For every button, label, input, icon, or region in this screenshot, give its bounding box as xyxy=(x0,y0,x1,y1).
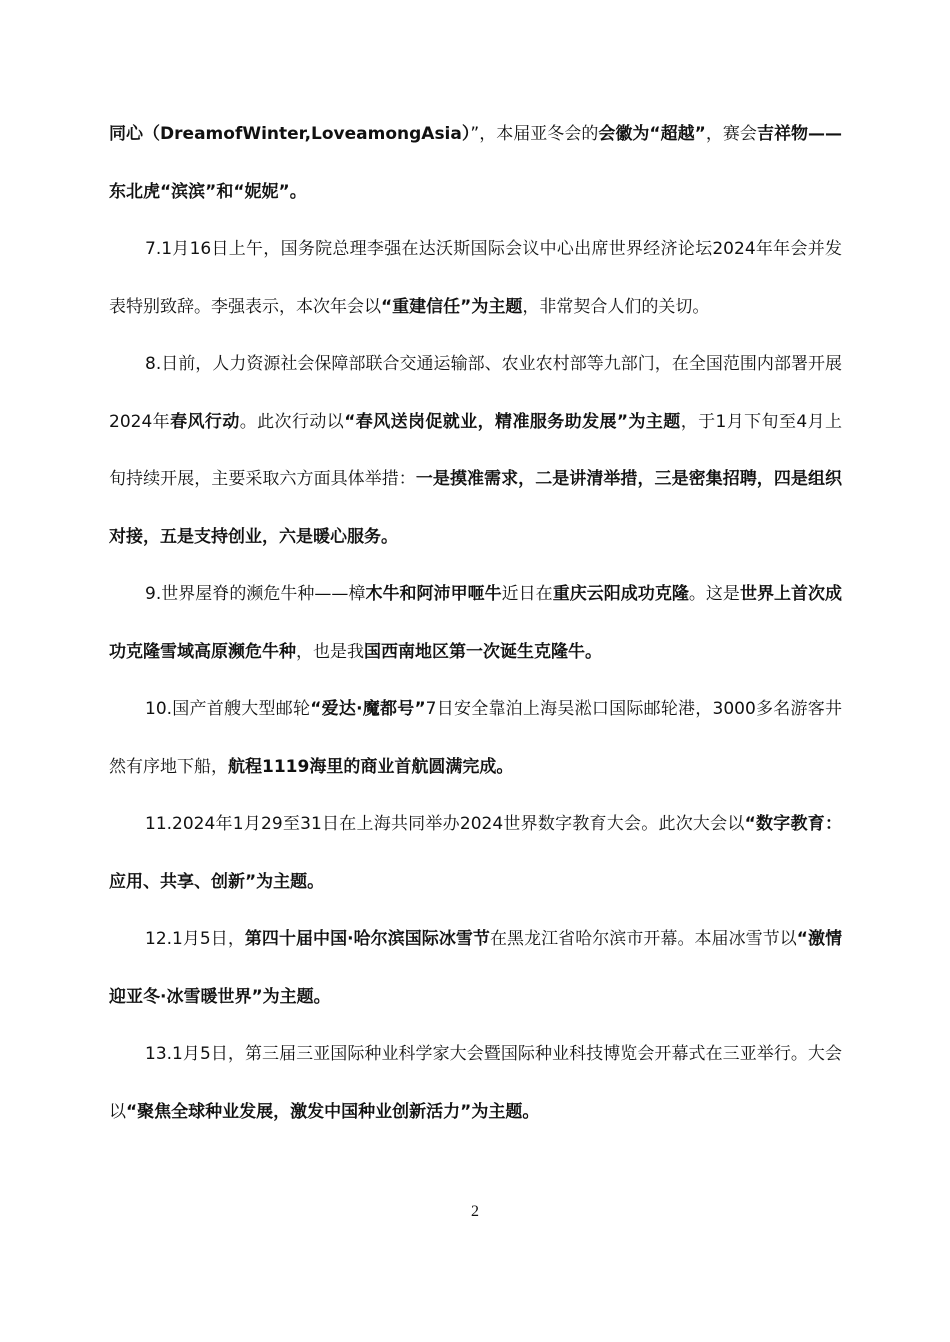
text-segment: 11.2024年1月29至31日在上海共同举办2024世界数字教育大会。此次大会以 xyxy=(145,814,745,834)
paragraph xyxy=(109,106,842,221)
text-segment: 9.世界屋脊的濒危牛种——樟 xyxy=(145,584,366,604)
text-segment: 在黑龙江省哈尔滨市开幕。本届冰雪节以 xyxy=(489,929,797,949)
bold-text: 一是摸准需求，二是讲清举措，三是密集招聘，四是组织对接，五是支持创业，六是暖心服务。 xyxy=(109,469,843,547)
text-segment: ，也是我 xyxy=(296,641,364,662)
document-body xyxy=(109,106,842,1141)
bold-text: 春风行动 xyxy=(170,411,240,432)
text-segment: ，赛会 xyxy=(705,124,757,144)
paragraph xyxy=(109,336,842,566)
text-segment: 。这是 xyxy=(688,584,740,604)
bold-text: 会徽为“超越” xyxy=(598,124,706,144)
paragraph xyxy=(109,681,842,796)
text-segment: ”，本届亚冬会的 xyxy=(470,124,599,144)
bold-text: “重建信任”为主题 xyxy=(381,296,523,317)
text-segment: ，非常契合人们的关切。 xyxy=(522,296,710,317)
paragraph xyxy=(109,566,842,681)
bold-text: “数字教育：应用、共享、创新”为主题。 xyxy=(109,814,842,892)
text-segment: 近日在 xyxy=(501,584,553,604)
paragraph xyxy=(109,221,842,336)
bold-text: 世界上首次成功克隆雪域高原濒危牛种 xyxy=(109,584,843,662)
bold-text: 国西南地区第一次诞生克隆牛。 xyxy=(364,641,602,662)
bold-text: 木牛和阿沛甲咂牛 xyxy=(365,584,502,604)
text-segment: 12.1月5日， xyxy=(145,929,245,949)
bold-text: “激情迎亚冬·冰雪暖世界”为主题。 xyxy=(109,929,843,1007)
bold-text: “爱达·魔都号” xyxy=(310,699,426,719)
bold-text: 航程1119海里的商业首航圆满完成。 xyxy=(228,756,514,777)
text-segment: 。此次行动以 xyxy=(239,411,345,432)
paragraph xyxy=(109,1026,842,1141)
paragraph xyxy=(109,911,842,1026)
text-segment: 8.日前，人力资源社会保障部联合交通运输部、农业农村部等九部门，在全国范围内部署开展2024年 xyxy=(109,354,842,432)
bold-text: 同心（DreamofWinter,LoveamongAsia） xyxy=(109,124,471,144)
text-segment: 7日安全靠泊上海吴淞口国际邮轮港，3000多名游客井然有序地下船， xyxy=(109,699,842,777)
page-number: 2 xyxy=(471,1203,479,1220)
text-segment: 10.国产首艘大型邮轮 xyxy=(145,699,311,719)
bold-text: 第四十届中国·哈尔滨国际冰雪节 xyxy=(244,929,490,949)
bold-text: “聚焦全球种业发展，激发中国种业创新活力”为主题。 xyxy=(126,1101,540,1122)
bold-text: “春风送岗促就业，精准服务助发展”为主题 xyxy=(344,411,681,432)
text-segment: ，于1月下旬至4月上旬持续开展，主要采取六方面具体举措： xyxy=(109,411,843,489)
paragraph xyxy=(109,796,842,911)
text-segment: 7.1月16日上午，国务院总理李强在达沃斯国际会议中心出席世界经济论坛2024年年会并发表特别致辞。李强表示，本次年会以 xyxy=(109,239,842,317)
text-segment: 13.1月5日，第三届三亚国际种业科学家大会暨国际种业科技博览会开幕式在三亚举行。大会以 xyxy=(109,1044,842,1122)
bold-text: 吉祥物——东北虎“滨滨”和“妮妮”。 xyxy=(109,124,842,202)
bold-text: 重庆云阳成功克隆 xyxy=(552,584,689,604)
